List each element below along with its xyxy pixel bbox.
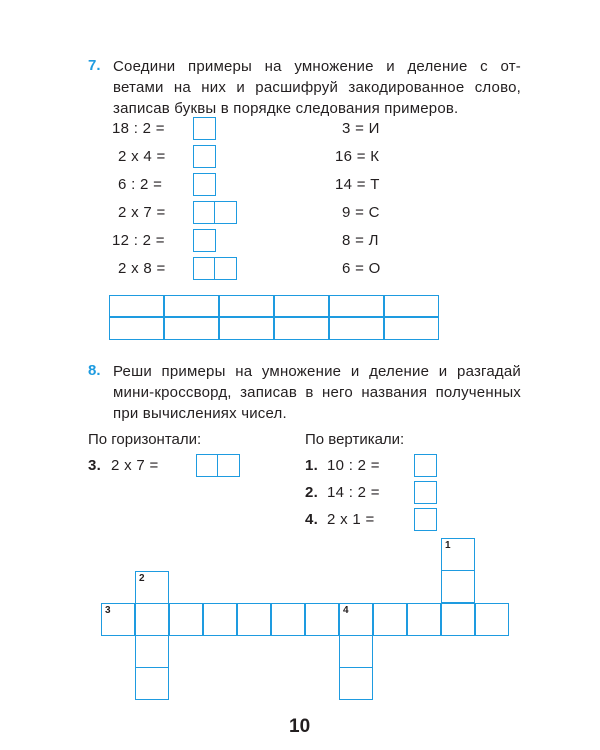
crossword-cell[interactable] (169, 603, 203, 636)
crossword-cell[interactable] (305, 603, 339, 636)
example-4: 2 x 7 = (118, 204, 166, 221)
page-number: 10 (289, 716, 311, 737)
task-8-number: 8. (88, 362, 101, 379)
crossword-label-1: 1 (445, 540, 451, 551)
crossword-cell[interactable] (101, 603, 135, 636)
clue-number: 3. (88, 457, 102, 474)
task-7-number: 7. (88, 57, 101, 74)
crossword-cell[interactable] (475, 603, 509, 636)
crossword-cell[interactable] (203, 603, 237, 636)
vertical-heading: По вертикали: (305, 431, 405, 448)
crossword-cell[interactable] (339, 603, 373, 636)
task-7-line-3: записав буквы в порядке следования примеров. (113, 100, 459, 117)
crossword-cell[interactable] (441, 570, 475, 603)
task-8-line-1: Реши примеры на умножение и деление и разгадай (113, 363, 521, 380)
task-8-line-3: при вычислениях чисел. (113, 405, 287, 422)
horizontal-heading: По горизонтали: (88, 431, 202, 448)
crossword-label-2: 2 (139, 573, 145, 584)
crossword-cell[interactable] (441, 538, 475, 571)
example-5: 12 : 2 = (112, 232, 165, 249)
crossword-cell[interactable] (135, 571, 169, 604)
crossword-cell[interactable] (135, 603, 169, 636)
crossword-cell[interactable] (407, 603, 441, 636)
clue-expr: 10 : 2 = (327, 457, 380, 474)
crossword-cell[interactable] (339, 635, 373, 668)
crossword-cell[interactable] (339, 667, 373, 700)
example-1: 18 : 2 = (112, 120, 165, 137)
code-6: 6 = О (342, 260, 381, 277)
crossword-cell[interactable] (373, 603, 407, 636)
crossword-cell[interactable] (237, 603, 271, 636)
code-4: 9 = С (342, 204, 380, 221)
clue-expr: 14 : 2 = (327, 484, 380, 501)
clue-expr: 2 x 1 = (327, 511, 375, 528)
example-3: 6 : 2 = (118, 176, 163, 193)
crossword-cell[interactable] (135, 635, 169, 668)
clue-number: 4. (305, 511, 319, 528)
task-8-line-2: мини-кроссворд, записав в него названия полученных (113, 384, 521, 401)
code-2: 16 = К (335, 148, 380, 165)
code-5: 8 = Л (342, 232, 379, 249)
example-6: 2 x 8 = (118, 260, 166, 277)
clue-number: 1. (305, 457, 319, 474)
crossword-label-4: 4 (343, 605, 349, 616)
clue-number: 2. (305, 484, 319, 501)
code-1: 3 = И (342, 120, 380, 137)
task-7-line-1: Соедини примеры на умножение и деление с от- (113, 58, 521, 75)
crossword-cell[interactable] (135, 667, 169, 700)
crossword-cell[interactable] (271, 603, 305, 636)
crossword-cell[interactable] (441, 603, 475, 636)
example-2: 2 x 4 = (118, 148, 166, 165)
crossword-label-3: 3 (105, 605, 111, 616)
task-7-line-2: ветами на них и расшифруй закодированное слово, (113, 79, 521, 96)
code-3: 14 = Т (335, 176, 380, 193)
clue-expr: 2 x 7 = (111, 457, 159, 474)
